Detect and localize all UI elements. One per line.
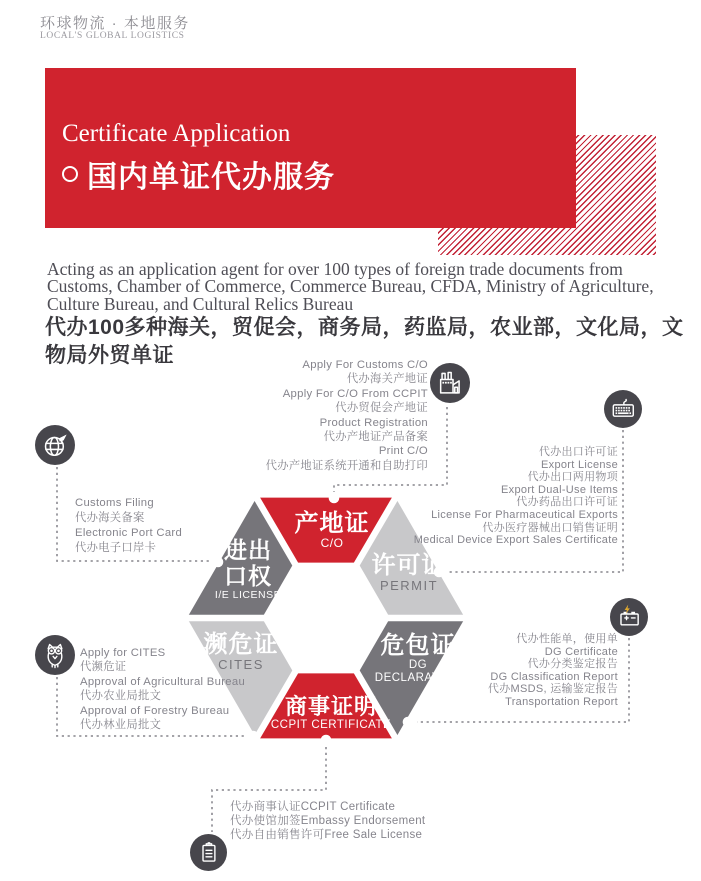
cites-list [80,646,245,732]
list-line: 代办商事认证CCPIT Certificate [230,801,396,813]
owl-icon [35,635,75,675]
list-line: Electronic Port Card [75,527,183,539]
list-line: 代办自由销售许可Free Sale License [230,829,423,842]
segment-cites-en: CITES [218,657,264,672]
list-line: 代办农业局批文 [80,690,162,703]
list-line: Product Registration [319,416,428,429]
globe-plane-icon [35,425,75,465]
list-line: Customs Filing [75,497,154,509]
segment-cites-cn: 濒危证 [203,631,279,658]
list-line: Export Dual-Use Items [501,483,618,496]
segment-permit-cn: 许可证 [371,552,447,579]
segment-ie-label [215,537,281,602]
segment-permit-en: PERMIT [379,578,439,593]
list-line: DG Classification Report [490,670,618,683]
battery-icon [610,598,648,636]
segment-ie-en: I/E LICENSE [214,589,282,601]
list-line: 代办性能单，使用单 [516,633,618,645]
segment-dg-en1: DG [408,659,428,671]
keyboard-icon [604,390,642,428]
brand-name: 环球物流 · 本地服务 [40,15,190,32]
segment-ccpit-label [271,695,391,732]
banner-title-en: Certificate Application [62,120,291,147]
list-line: 代办使馆加签Embassy Endorsement [230,815,426,828]
list-line: 代办MSDS, 运输鉴定报告 [487,683,618,696]
intro-paragraph-en: Acting as an application agent for over 100 types of foreign trade documents from Customs, Chamber of Commerce, Commerce Bureau, CFDA, Ministry of Agriculture, Culture Bureau, and Cultural Relics Bureau [47,259,654,314]
list-line: 代办电子口岸卡 [75,542,157,554]
list-line: Apply for CITES [80,647,166,659]
brand-tagline: LOCAL'S GLOBAL LOGISTICS [40,31,185,41]
intro-heading-cn: 代办100多种海关，贸促会，商务局，药监局，农业部，文化局，文物局外贸单证 [45,316,684,367]
list-line: Transportation Report [505,695,618,708]
segment-ccpit-en: CCPIT CERTIFICATE [270,719,392,731]
banner-title-cn: 国内单证代办服务 [87,161,335,194]
segment-ie-cn1: 进出 [223,537,272,563]
ccpit-certificate-list [230,800,425,843]
segment-dg-cn: 危包证 [380,632,456,659]
list-line: 代办海关产地证 [346,373,428,386]
segment-permit-label [372,553,447,592]
factory-icon [430,363,470,403]
list-line: 代办林业局批文 [80,719,162,732]
segment-co-cn: 产地证 [294,510,370,537]
segment-ccpit-cn: 商事证明 [284,694,378,719]
segment-dg-en2: DECLARATION [374,672,462,684]
list-line: 代办分类鉴定报告 [527,658,618,671]
list-line: 代濒危证 [80,661,127,674]
list-line: 代办贸促会产地证 [335,402,428,415]
list-line: 代办出口许可证 [538,446,618,458]
list-line: Medical Device Export Sales Certificate [413,534,618,547]
list-line: 代办药品出口许可证 [516,496,618,509]
list-line: Export License [541,458,618,471]
list-line: Print C/O [378,445,428,458]
dg-declaration-list [390,633,618,709]
list-line: Apply For Customs C/O [302,359,428,371]
segment-ie-cn2: 口权 [223,563,272,589]
list-line: Approval of Forestry Bureau [80,704,230,717]
list-line: 代办产地证产品备案 [323,431,428,444]
list-line: 代办产地证系统开通和自助打印 [265,459,428,472]
list-line: Apply For C/O From CCPIT [282,387,428,400]
segment-co-en: C/O [320,536,344,550]
list-line: 代办海关备案 [75,512,145,524]
clipboard-icon [190,834,227,871]
list-line: DG Certificate [544,645,618,658]
list-line: License For Pharmaceutical Exports [431,508,618,521]
list-line: Approval of Agricultural Bureau [80,675,246,688]
export-license-list [338,446,618,547]
customs-filing-list [75,496,182,556]
list-line: 代办出口两用物项 [527,471,618,484]
list-line: 代办医疗器械出口销售证明 [482,521,618,534]
